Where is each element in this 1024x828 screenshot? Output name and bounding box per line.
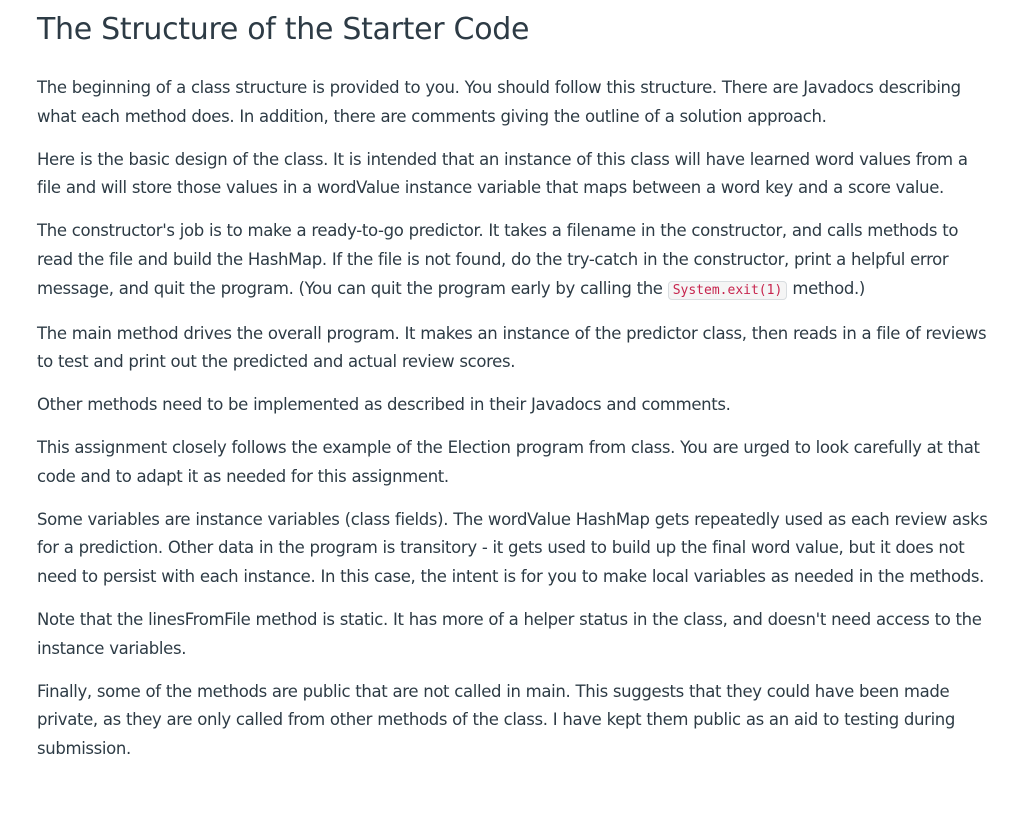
paragraph-constructor: [37, 217, 994, 305]
paragraph-election-example: This assignment closely follows the example of the Election program from class. You are urged to look carefully at that code and to adapt it as needed for this assignment.: [37, 437, 980, 486]
system-exit-code: System.exit(1): [668, 281, 788, 300]
paragraph-static-method: Note that the linesFromFile method is static. It has more of a helper status in the class, and doesn't need access to the instance variables.: [37, 609, 982, 658]
paragraph-public-methods: Finally, some of the methods are public that are not called in main. This suggests that they could have been made private, as they are only called from other methods of the class. I have kept them public as an aid to testing during submission.: [37, 681, 956, 759]
paragraph-class-structure: The beginning of a class structure is provided to you. You should follow this structure. There are Javadocs describing what each method does. In addition, there are comments giving the outline of a solution approach.: [37, 78, 961, 126]
paragraph-other-methods: Other methods need to be implemented as described in their Javadocs and comments.: [37, 395, 731, 415]
page-title: The Structure of the Starter Code: [37, 12, 530, 47]
paragraph-instance-variables: Some variables are instance variables (class fields). The wordValue HashMap gets repeatedly used as each review asks for a prediction. Other data in the program is transitory - it gets used to build up the final word value, but it does not need to persist with each instance. In this case, the intent is for you to make local variables as needed in the methods.: [37, 509, 988, 587]
paragraph-constructor-tail: method.): [787, 278, 865, 298]
paragraph-basic-design: Here is the basic design of the class. It is intended that an instance of this class will have learned word values from a file and will store those values in a wordValue instance variable that maps between a word key and a score value.: [37, 149, 968, 198]
paragraph-main-method: The main method drives the overall program. It makes an instance of the predictor class, then reads in a file of reviews to test and print out the predicted and actual review scores.: [37, 323, 987, 372]
paragraph-constructor-text: The constructor's job is to make a ready-to-go predictor. It takes a filename in the constructor, and calls methods to read the file and build the HashMap. If the file is not found, do the try-catch in the constructor, print a helpful error message, and quit the program. (You can quit the program early by calling the: [37, 221, 959, 298]
